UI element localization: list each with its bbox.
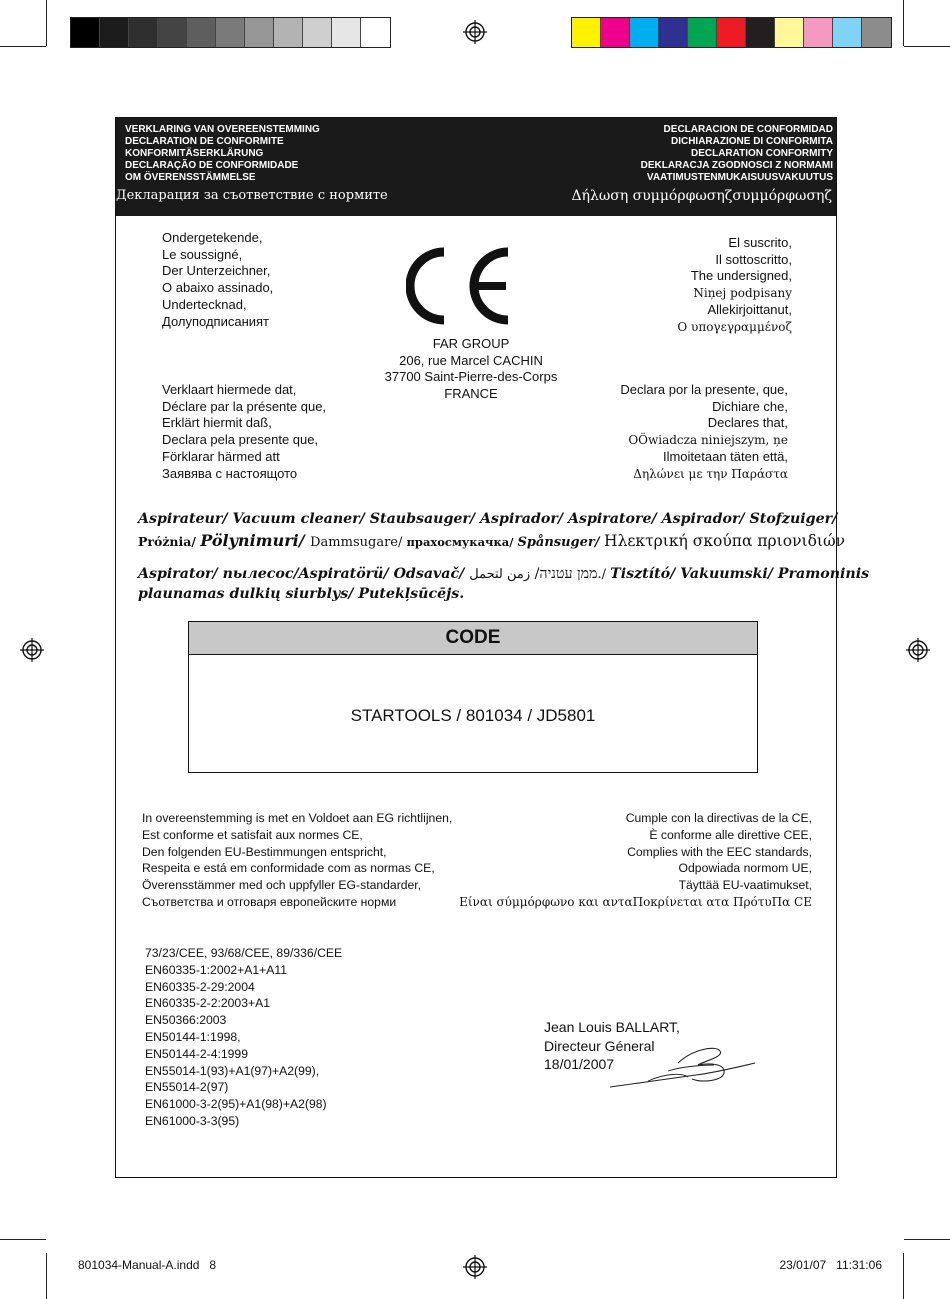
undersigned-line: Niņej podpisany <box>693 286 792 301</box>
signatory-title: Directeur Géneral <box>544 1037 655 1054</box>
standard-item: 73/23/CEE, 93/68/CEE, 89/336/CEE <box>145 946 343 960</box>
timestamp-slug: 23/01/07 11:31:06 <box>779 1258 882 1272</box>
color-swatch <box>775 18 804 47</box>
undersigned-line: Долуподписаният <box>162 313 270 329</box>
header-title: DECLARATION DE CONFORMITE <box>125 136 284 147</box>
standard-item: EN61000-3-3(95) <box>145 1113 240 1128</box>
standards-list <box>145 945 342 1130</box>
registration-mark-icon <box>463 20 487 44</box>
color-swatch <box>746 18 775 47</box>
registration-mark-icon <box>20 638 44 662</box>
crop-mark <box>903 1253 904 1299</box>
undersigned-line: Allekirjoittanut, <box>707 301 792 317</box>
product-term: Aspirator/ пылесос/Aspiratörü/ Odsavač/ <box>138 566 470 582</box>
conformity-line: Complies with the EEC standards, <box>627 844 812 859</box>
gray-swatch <box>158 18 187 47</box>
product-term: Tisztító/ Vakuumski/ Pramoninis <box>610 566 870 582</box>
gray-swatch <box>274 18 303 47</box>
header-title: DECLARATION CONFORMITY <box>690 148 833 159</box>
conformity-line: In overeenstemming is met en Voldoet aan EG richtlijnen, <box>142 811 453 825</box>
address-line: 206, rue Marcel CACHIN <box>399 352 543 368</box>
declares-line: Δηλώνει με την Παράστα <box>633 466 788 481</box>
gray-swatch <box>332 18 361 47</box>
standard-item: EN60335-1:2002+A1+A11 <box>145 962 288 977</box>
standard-item: EN50366:2003 <box>145 1013 227 1028</box>
color-swatch <box>601 18 630 47</box>
declares-line: Verklaart hiermede dat, <box>162 382 297 397</box>
signature-icon <box>608 1043 758 1091</box>
declares-line: Заявява с настоящото <box>162 465 298 481</box>
header-title: KONFORMITÄSERKLÄRUNG <box>125 148 264 159</box>
gray-swatch <box>216 18 245 47</box>
header-title: DICHIARAZIONE DI CONFORMITA <box>670 136 833 147</box>
undersigned-left <box>162 230 273 330</box>
declares-line: Declares that, <box>707 415 788 431</box>
crop-mark <box>0 46 46 47</box>
code-value: STARTOOLS / 801034 / JD5801 <box>350 706 596 725</box>
standard-item: EN55014-1(93)+A1(97)+A2(99), <box>145 1063 320 1078</box>
declares-left <box>162 382 326 482</box>
undersigned-line: Le soussigné, <box>162 246 243 262</box>
standard-item: EN60335-2-2:2003+A1 <box>145 996 271 1011</box>
header-title: DECLARAÇÃO DE CONFORMIDADE <box>125 160 299 171</box>
undersigned-right <box>677 235 792 335</box>
product-term: прахосмукачка/ <box>406 535 518 549</box>
conformity-right <box>459 810 812 911</box>
declares-line: Förklarar härmed att <box>162 448 280 464</box>
file-slug: 801034-Manual-A.indd 8 <box>78 1258 217 1272</box>
header-title: DEKLARACJA ZGODNOSCI Z NORMAMI <box>640 160 833 171</box>
standard-item: EN50144-1:1998, <box>145 1029 241 1044</box>
declares-line: Erklärt hiermit daß, <box>162 415 272 431</box>
declares-line: Declara pela presente que, <box>162 432 319 448</box>
gray-swatch <box>100 18 129 47</box>
crop-mark <box>0 1239 46 1240</box>
conformity-line: È conforme alle direttive CEE, <box>649 827 812 842</box>
product-term: ממן עטניה/ <box>530 566 598 582</box>
code-box <box>188 621 758 773</box>
color-swatch <box>717 18 746 47</box>
undersigned-line: Ondergetekende, <box>162 230 263 245</box>
undersigned-line: Ο υπογεγραμμένοζ <box>677 319 792 334</box>
product-term: Pölynimuri/ <box>200 531 311 550</box>
gray-swatch <box>245 18 274 47</box>
product-term: Próżnia/ <box>138 534 201 549</box>
conformity-line: Съответства и отговаря европейските норми <box>142 894 397 909</box>
signatory-date: 18/01/2007 <box>544 1056 615 1072</box>
undersigned-line: El suscrito, <box>728 235 792 250</box>
address-line: FRANCE <box>444 386 498 402</box>
signatory-name: Jean Louis BALLART, <box>544 1019 680 1035</box>
product-term: Dammsugare/ <box>310 535 407 550</box>
header-title: DECLARACION DE CONFORMIDAD <box>663 124 833 135</box>
gray-swatch <box>71 18 100 47</box>
crop-mark <box>904 46 950 47</box>
undersigned-line: Il sottoscritto, <box>715 251 792 267</box>
gray-swatch <box>187 18 216 47</box>
color-swatch <box>630 18 659 47</box>
standard-item: EN60335-2-29:2004 <box>145 979 255 994</box>
manufacturer-address <box>371 336 571 403</box>
declares-line: Dichiare che, <box>712 398 788 414</box>
gray-swatch <box>303 18 332 47</box>
declaration-header <box>116 118 836 216</box>
gray-swatch <box>361 18 390 47</box>
address-line: FAR GROUP <box>432 336 510 351</box>
header-titles-right <box>641 124 833 184</box>
conformity-line: Cumple con la directivas de la CE, <box>625 811 812 825</box>
color-swatch <box>862 18 891 47</box>
declares-line: Declara por la presente, que, <box>620 382 788 397</box>
color-swatch <box>572 18 601 47</box>
product-line-4: plaunamas dulkių siurblys/ Putekļsūcējs. <box>138 586 465 602</box>
undersigned-line: The undersigned, <box>690 268 792 284</box>
product-line-2 <box>138 531 845 550</box>
header-title-bulgarian: Декларация за съответствие с нормите <box>116 188 388 203</box>
registration-mark-icon <box>463 1255 487 1279</box>
color-swatch <box>833 18 862 47</box>
standard-item: EN55014-2(97) <box>145 1080 229 1095</box>
product-term: Ηλεκτρική σκούπα πριονιδιών <box>604 532 846 550</box>
gray-swatch <box>129 18 158 47</box>
conformity-line: Είναι σύμμόρφωνο και ανταΠοκρίνεται ατα ΠρότυΠα CE <box>459 894 812 909</box>
color-swatch <box>804 18 833 47</box>
color-swatch <box>688 18 717 47</box>
ce-mark-icon <box>406 246 514 326</box>
standard-item: EN50144-2-4:1999 <box>145 1046 248 1061</box>
product-line-3 <box>138 566 869 583</box>
grayscale-calibration-bar <box>70 17 391 48</box>
declares-line: Ilmoitetaan täten että, <box>662 448 788 464</box>
product-term: Spånsuger/ <box>517 535 605 550</box>
conformity-line: Överensstämmer med och uppfyller EG-standarder, <box>142 878 422 893</box>
header-title: VERKLARING VAN OVEREENSTEMMING <box>125 124 320 135</box>
header-title-greek: Δήλωση συμμόρφωσηζσυμμόρφωσηζ <box>571 188 832 204</box>
header-title: VAATIMUSTENMUKAISUUSVAKUUTUS <box>646 172 833 183</box>
color-swatch <box>659 18 688 47</box>
declares-right <box>620 382 788 482</box>
undersigned-line: Der Unterzeichner, <box>162 263 271 279</box>
crop-mark <box>46 1253 47 1299</box>
conformity-line: Respeita e está em conformidade com as normas CE, <box>142 861 435 876</box>
conformity-left <box>142 810 452 911</box>
code-heading: CODE <box>189 622 757 655</box>
declares-line: Déclare par la présente que, <box>162 398 327 414</box>
conformity-line: Odpowiada normom UE, <box>678 861 812 876</box>
registration-mark-icon <box>906 638 930 662</box>
undersigned-line: O abaixo assinado, <box>162 280 274 296</box>
product-term: زمن لتحمل./ <box>469 567 611 582</box>
undersigned-line: Undertecknad, <box>162 296 247 312</box>
declares-line: OÖwiadcza niniejszym, ņe <box>628 433 788 448</box>
crop-mark <box>46 0 47 46</box>
conformity-line: Den folgenden EU-Bestimmungen entspricht, <box>142 844 387 859</box>
declaration-frame <box>115 117 870 1178</box>
header-titles-left <box>125 124 320 184</box>
standard-item: EN61000-3-2(95)+A1(98)+A2(98) <box>145 1097 327 1112</box>
conformity-line: Est conforme et satisfait aux normes CE, <box>142 827 363 842</box>
crop-mark <box>903 0 904 46</box>
crop-mark <box>904 1239 950 1240</box>
address-line: 37700 Saint-Pierre-des-Corps <box>384 369 558 385</box>
conformity-line: Täyttää EU-vaatimukset, <box>678 878 812 893</box>
product-line-1: Aspirateur/ Vacuum cleaner/ Staubsauger/ Aspirador/ Aspiratore/ Aspirador/ Stofzuiger/ <box>138 511 838 527</box>
color-calibration-bar <box>571 17 892 48</box>
header-title: OM ÖVERENSSTÄMMELSE <box>125 172 256 183</box>
